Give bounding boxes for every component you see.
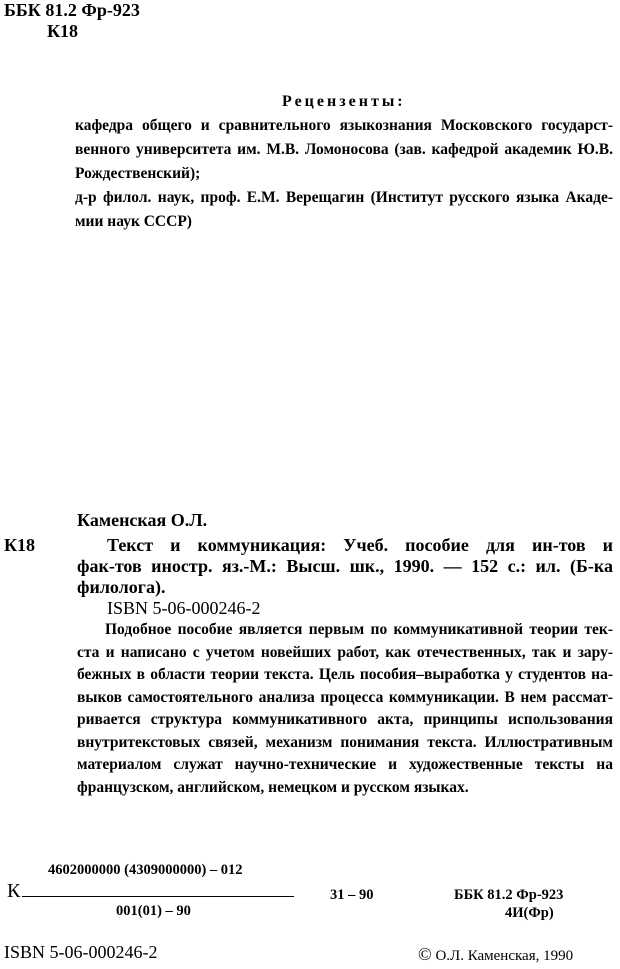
footer-isbn: ISBN 5-06-000246-2 bbox=[4, 942, 158, 962]
annotation-line: выков самостоятельного анализа процесса коммуникации. В нем рассмат- bbox=[77, 688, 613, 706]
annotation-line: ста и написано с учетом новейших работ, как отечественных, так и зару- bbox=[77, 643, 613, 661]
reviewers-title: Рецензенты: bbox=[282, 93, 406, 110]
catalog-author: Каменская О.Л. bbox=[77, 510, 208, 530]
reviewer-line: Рождественский); bbox=[75, 165, 201, 182]
annotation-line: Подобное пособие является первым по коммуникативной теории тек- bbox=[105, 621, 613, 638]
catalog-title-line2: фак-тов иностр. яз.-М.: Высш. шк., 1990. — 152 с.: ил. (Б-ка bbox=[77, 556, 613, 576]
annotation-block bbox=[77, 621, 613, 801]
reviewers-block bbox=[75, 117, 613, 237]
catalog-title-line1: Текст и коммуникация: Учеб. пособие для ин-тов и bbox=[107, 535, 613, 555]
classification-sub: 4И(Фр) bbox=[505, 905, 554, 921]
copyright-text: О.Л. Каменская, 1990 bbox=[435, 948, 574, 964]
catalog-title-line3: филолога). bbox=[77, 577, 166, 597]
reviewer-line: кафедра общего и сравнительного языкознания Московского государст- bbox=[75, 117, 613, 134]
annotation-line: внутритекстовых связей, механизм понимания текста. Иллюстративным bbox=[77, 733, 613, 751]
classification-bbk: ББК 81.2 Фр-923 bbox=[454, 887, 564, 903]
formula-divider bbox=[22, 896, 294, 897]
catalog-code: К18 bbox=[4, 535, 36, 555]
formula-numerator: 4602000000 (4309000000) – 012 bbox=[48, 862, 243, 878]
formula-order: 31 – 90 bbox=[330, 887, 374, 903]
header-bbk: ББК 81.2 Фр-923 bbox=[4, 0, 140, 20]
annotation-line: материалом служат научно-технические и художественные тексты на bbox=[77, 756, 613, 773]
header-code: К18 bbox=[47, 21, 79, 41]
formula-letter: К bbox=[7, 880, 21, 902]
reviewer-line: мии наук СССР) bbox=[75, 213, 192, 230]
copyright-line bbox=[418, 944, 573, 965]
annotation-line: французском, английском, немецком и русском языках. bbox=[77, 778, 469, 796]
reviewer-line: д-р филол. наук, проф. Е.М. Верещагин (Институт русского языка Акаде- bbox=[75, 189, 613, 206]
copyright-icon: © bbox=[418, 944, 432, 964]
catalog-isbn: ISBN 5-06-000246-2 bbox=[107, 598, 261, 618]
annotation-line: ривается структура коммуникативного акта, принципы использования bbox=[77, 711, 613, 728]
reviewer-line: венного университета им. М.В. Ломоносова (зав. кафедрой академик Ю.В. bbox=[75, 141, 613, 158]
annotation-line: бежных в области теории текста. Цель пособия–выработка у студентов на- bbox=[77, 666, 613, 683]
formula-denominator: 001(01) – 90 bbox=[116, 903, 191, 919]
